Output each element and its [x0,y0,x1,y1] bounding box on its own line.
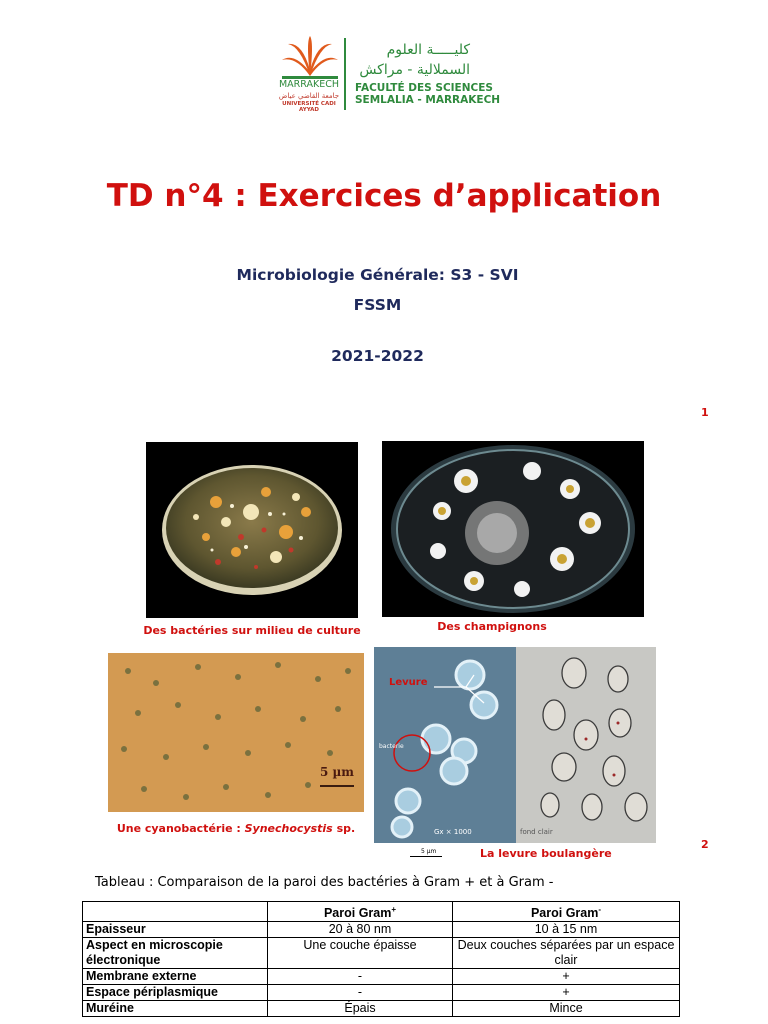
table-row [83,922,680,938]
table-cell-gram-pos: - [268,985,453,1001]
table-cell-gram-neg: + [453,969,680,985]
table-row-label: Muréine [83,1001,268,1017]
cyanobacteria-caption-species: Synechocystis [244,822,333,835]
table-cell-gram-pos: 20 à 80 nm [268,922,453,938]
logo-university-ar: جامعة القاضي عياض [278,92,340,100]
table-caption: Tableau : Comparaison de la paroi des bactéries à Gram + et à Gram - [95,875,554,890]
logo-faculty-ar-line2: السملالية - مراكش [359,62,470,78]
table-row-label: Membrane externe [83,969,268,985]
table-header-gram-pos-label: Paroi Gram [323,906,392,921]
table-row [83,985,680,1001]
cyanobacteria-scale-label: 5 µm [320,765,355,779]
table-header-empty [83,902,268,922]
table-cell-gram-neg: Mince [453,1001,680,1017]
table-header-gram-pos-sup: + [391,905,397,914]
page-title: TD n°4 : Exercices d’application [106,178,662,214]
cyanobacteria-caption-suffix: sp. [332,822,356,835]
fungi-image [382,441,644,617]
table-header-gram-pos [268,902,453,922]
table-row [83,969,680,985]
yeast-magnification-label: Gx × 1000 [434,828,472,836]
yeast-scale-bar [410,856,442,857]
gram-comparison-table [82,901,680,1017]
logo-city: MARRAKECH [278,79,340,90]
yeast-image [374,647,656,843]
institution-name: FSSM [353,296,402,314]
palm-logo-icon [276,36,344,80]
cyanobacteria-caption-prefix: Une cyanobactérie : [116,822,245,835]
yeast-fond-label: fond clair [520,828,553,836]
table-header-row [83,902,680,922]
table-cell-gram-neg: + [453,985,680,1001]
table-header-gram-neg-label: Paroi Gram [530,906,599,921]
academic-year: 2021-2022 [331,347,424,365]
logo-faculty-ar-line1: كليـــــة العلوم [386,42,470,58]
section-number-1: 1 [701,406,709,419]
table-header-gram-neg [453,902,680,922]
cyanobacteria-image [108,653,364,812]
table-cell-gram-pos: Une couche épaisse [268,938,453,969]
table-row-label: Aspect en microscopie électronique [83,938,268,969]
logo-faculty-fr [355,82,500,106]
logo-university-fr: UNIVERSITÉ CADI AYYAD [282,101,336,113]
table-row-label: Espace périplasmique [83,985,268,1001]
yeast-bacterie-label: bacterie [379,743,404,750]
logo-divider [344,38,346,110]
table-cell-gram-pos: - [268,969,453,985]
fungi-caption: Des champignons [437,620,547,633]
cyanobacteria-caption [108,822,364,835]
logo-faculty-fr-line2: SEMLALIA - MARRAKECH [355,94,501,106]
yeast-levure-label: Levure [389,677,428,688]
table-cell-gram-pos: Épais [268,1001,453,1017]
section-number-2: 2 [701,838,709,851]
table-cell-gram-neg: Deux couches séparées par un espace clair [453,938,680,969]
table-header-gram-neg-sup: - [598,905,602,914]
logo-faculty-fr-line1: FACULTÉ DES SCIENCES [355,82,493,94]
logo-faculty-ar [350,40,470,80]
table-row [83,938,680,969]
bacteria-culture-image [146,442,358,618]
table-cell-gram-neg: 10 à 15 nm [453,922,680,938]
yeast-caption: La levure boulangère [480,847,612,860]
bacteria-culture-caption: Des bactéries sur milieu de culture [143,624,361,637]
table-row-label: Epaisseur [83,922,268,938]
yeast-scale-label: 5 µm [421,848,437,855]
table-row [83,1001,680,1017]
course-name: Microbiologie Générale: S3 - SVI [236,266,519,284]
